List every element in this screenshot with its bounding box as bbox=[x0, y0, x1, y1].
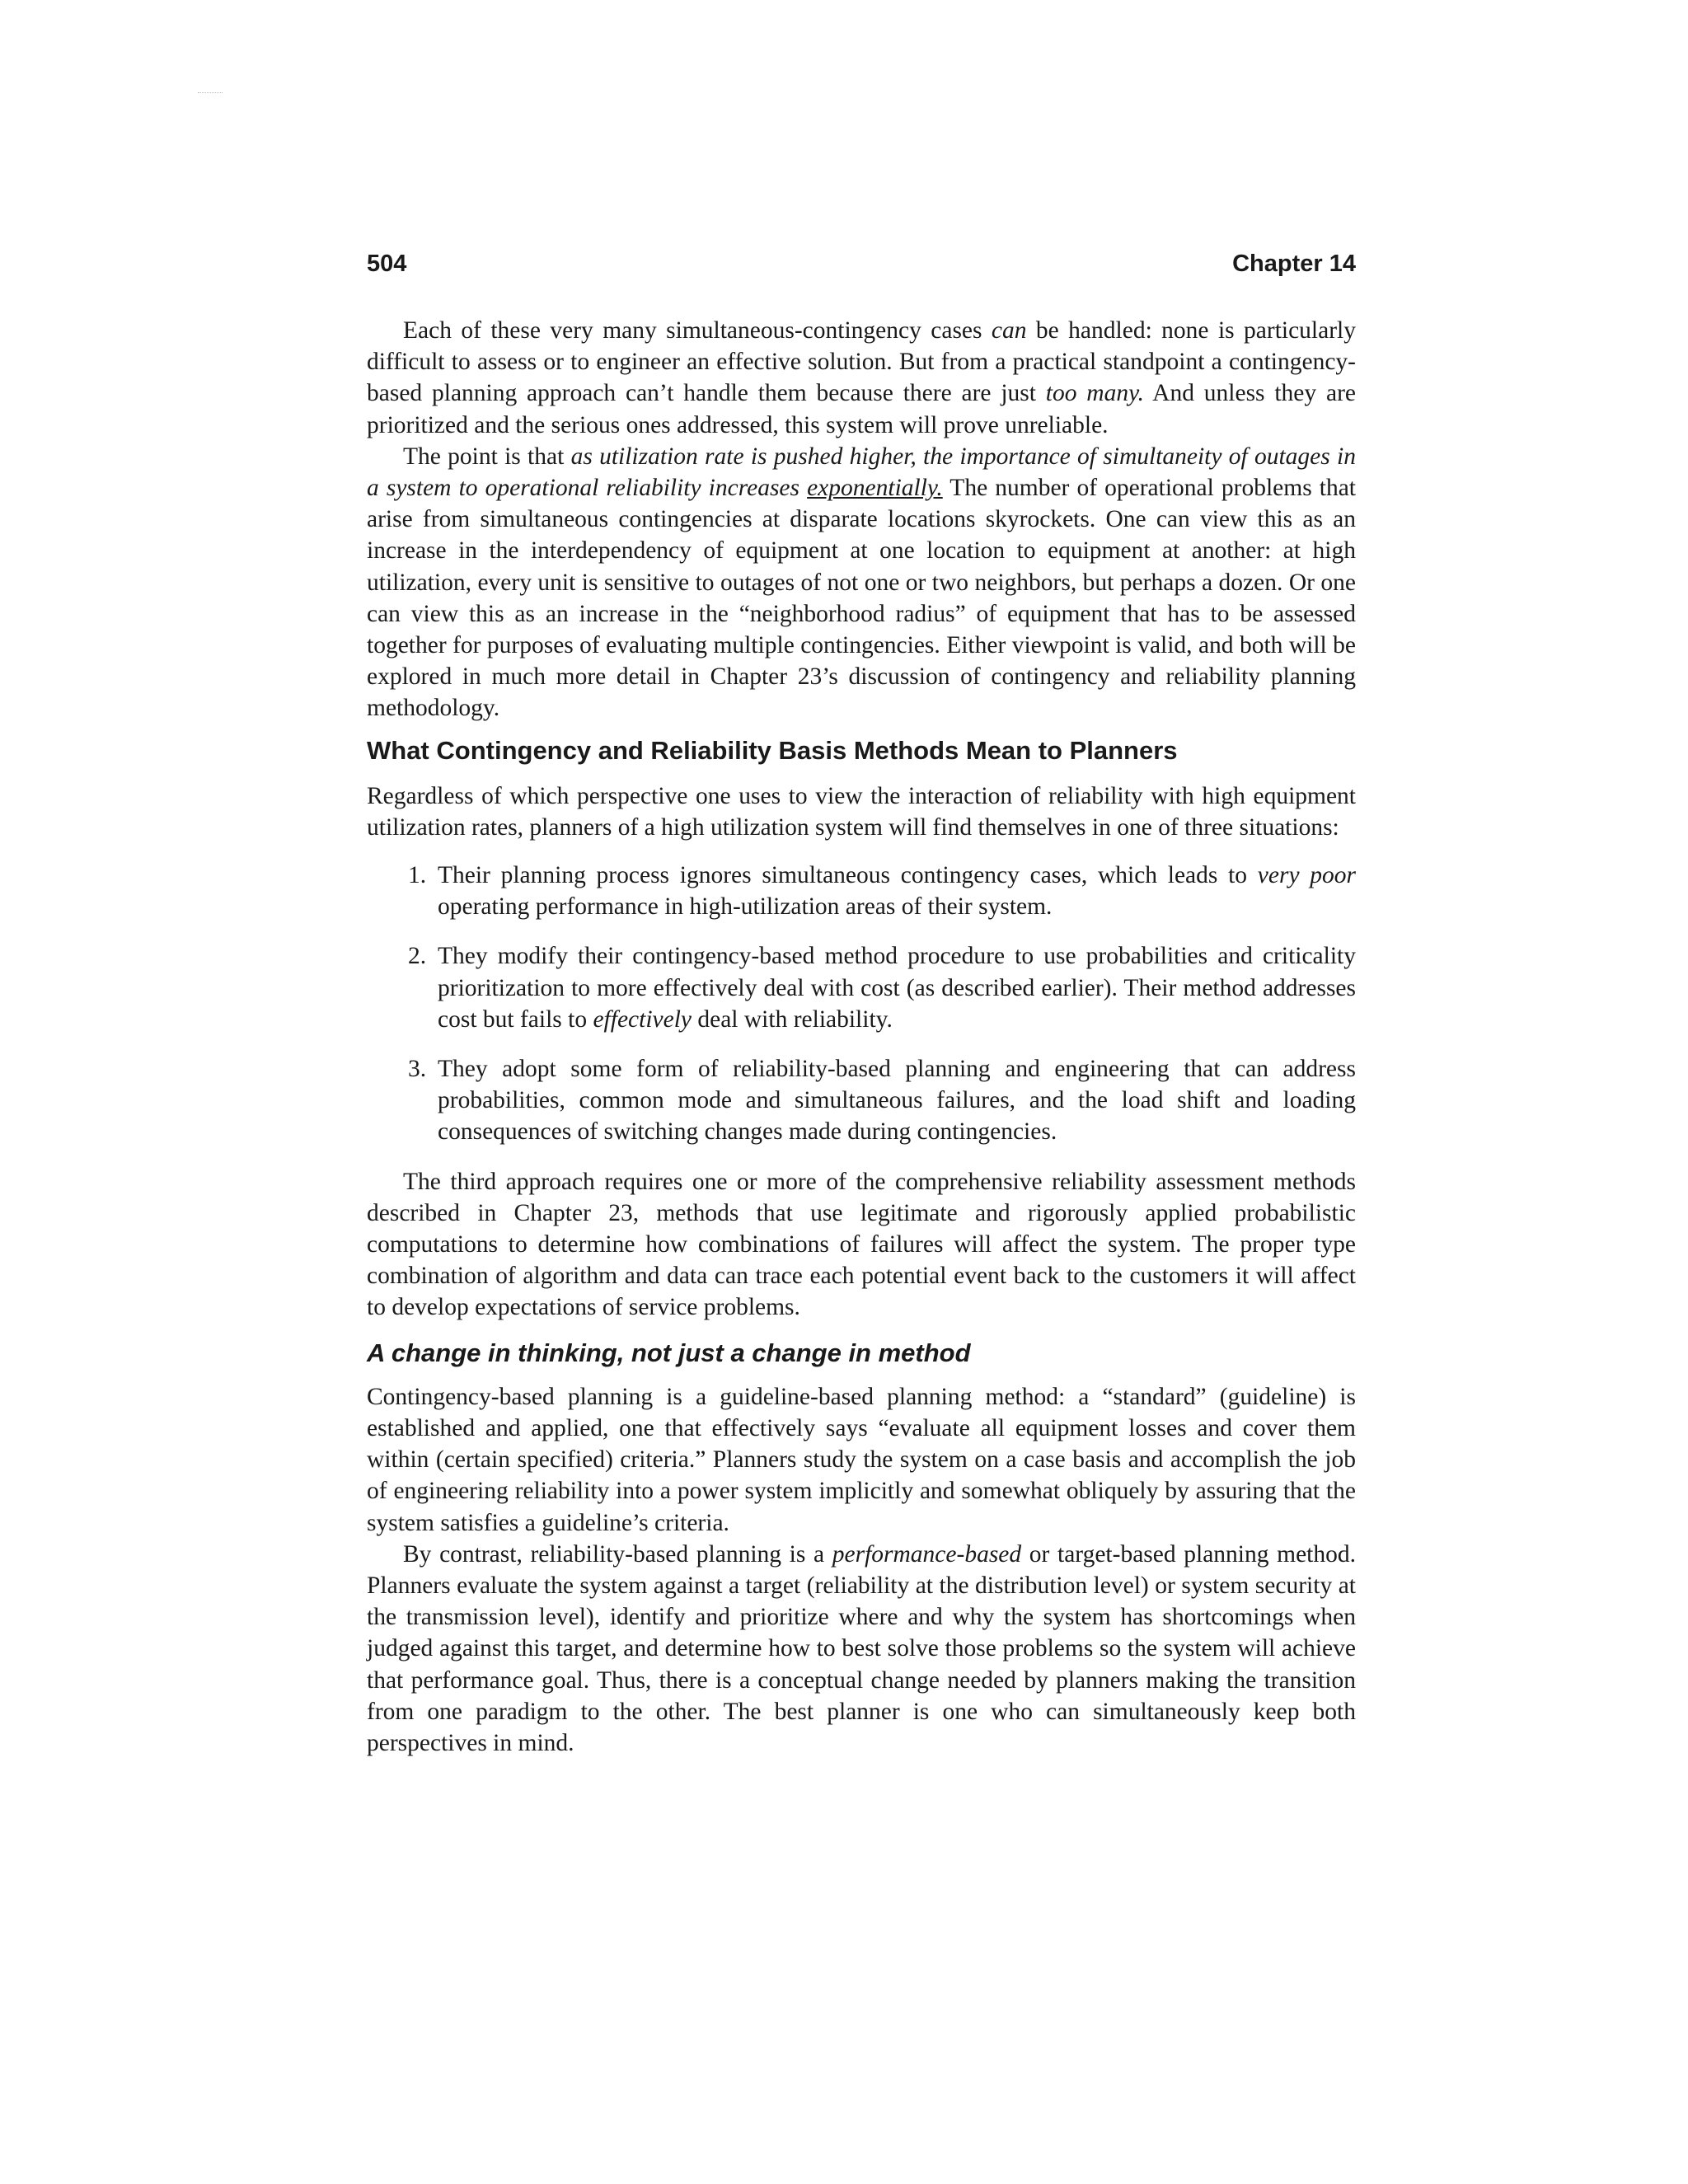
paragraph-third-approach: The third approach requires one or more of the comprehensive reliability assessment methods described in Chapter 23, methods that use legitimate and rigorously applied probabilistic computations to determine how combinations of failures will affect the system. The proper type combination of algorithm and data can trace each potential event back to the customers it will affect to develop expectations of service problems. bbox=[367, 1168, 1356, 1321]
scan-artifact-mark bbox=[198, 92, 223, 94]
text-span: deal with reliability. bbox=[692, 1005, 893, 1033]
paragraph-guideline-based: Contingency-based planning is a guideline-based planning method: a “standard” (guideline) is established and applied, one that effectively says “evaluate all equipment losses and cover them within (certain specified) criteria.” Planners study the system on a case basis and accomplish the job of engineering reliability into a power system implicitly and somewhat obliquely by assuring that the system satisfies a guideline’s criteria. bbox=[367, 1383, 1356, 1536]
page-number: 504 bbox=[367, 251, 407, 277]
paragraph-simultaneous-cases bbox=[367, 315, 1356, 441]
emphasis-exponentially: exponentially. bbox=[807, 475, 943, 502]
emphasis-can: can bbox=[991, 317, 1027, 344]
text-span: The number of operational problems that arise from simultaneous contingencies at disparate locations skyrockets. One can view this as an increase in the interdependency of equipment at one location to equipment at another: at high utilization, every unit is sensitive to outages of not one or two neighbors, but perhaps a dozen. Or one can view this as an increase in the “neighborhood radius” of equipment that has to be assessed together for purposes of evaluating multiple contingencies. Either viewpoint is valid, and both will be explored in much more detail in Chapter 23’s discussion of contingency and reliability planning methodology. bbox=[367, 475, 1356, 722]
paragraph-utilization-point bbox=[367, 441, 1356, 724]
list-item bbox=[367, 860, 1356, 922]
text-span: And unless they are prioritized and the serious ones addressed, this system will prove unreliable. bbox=[367, 380, 1356, 438]
emphasis-too-many: too many. bbox=[1045, 380, 1144, 407]
text-span: By contrast, reliability-based planning is a bbox=[403, 1540, 832, 1568]
list-item-number: 3. bbox=[408, 1056, 427, 1083]
paragraph-three-situations: Regardless of which perspective one uses to view the interaction of reliability with high equipment utilization rates, planners of a high utilization system will find themselves in one of three situations: bbox=[367, 782, 1356, 841]
text-span: The point is that bbox=[403, 443, 571, 470]
list-item-text bbox=[438, 860, 1356, 922]
text-span: or target-based planning method. Planners evaluate the system against a target (reliability at the distribution level) or system security at the transmission level), identify and prioritize where and why the system has shortcomings when judged against this target, and determine how to best solve those problems so the system will achieve that performance goal. Thus, there is a conceptual change needed by planners making the transition from one paradigm to the other. The best planner is one who can simultaneously keep both perspectives in mind. bbox=[367, 1540, 1357, 1756]
emphasis-key-statement: as utilization rate is pushed higher, the importance of simultaneity of outages in a system to operational reliability increases bbox=[367, 443, 1356, 502]
book-page bbox=[367, 247, 1356, 1759]
text-span: Their planning process ignores simultaneous contingency cases, which leads to bbox=[438, 862, 1258, 889]
situations-list bbox=[367, 860, 1356, 1148]
text-span: Each of these very many simultaneous-contingency cases bbox=[403, 317, 992, 344]
emphasis-very-poor: very poor bbox=[1257, 862, 1356, 889]
list-item-number: 2. bbox=[408, 943, 427, 970]
text-span: operating performance in high-utilization areas of their system. bbox=[438, 893, 1053, 921]
emphasis-performance-based: performance-based bbox=[832, 1540, 1022, 1568]
list-item-number: 1. bbox=[408, 862, 427, 889]
section-heading: What Contingency and Reliability Basis Methods Mean to Planners bbox=[367, 735, 1178, 765]
text-span: be handled: none is particularly difficult to assess or to engineer an effective solution. But from a practical standpoint a contingency-based planning approach can’t handle them because there are just bbox=[367, 317, 1356, 407]
list-item-text bbox=[438, 940, 1356, 1035]
text-span: They modify their contingency-based method procedure to use probabilities and criticality prioritization to more effectively deal with cost (as described earlier). Their method addresses cost but fails to bbox=[438, 943, 1356, 1033]
subsection-heading: A change in thinking, not just a change in method bbox=[367, 1338, 971, 1367]
list-item bbox=[367, 940, 1356, 1035]
paragraph-reliability-based bbox=[367, 1539, 1356, 1759]
page-body bbox=[367, 315, 1356, 1759]
running-head bbox=[367, 247, 1356, 280]
emphasis-effectively: effectively bbox=[593, 1005, 692, 1033]
list-item bbox=[367, 1053, 1356, 1148]
list-item-text: They adopt some form of reliability-based planning and engineering that can address probabilities, common mode and simultaneous failures, and the load shift and loading consequences of switching changes made during contingencies. bbox=[438, 1056, 1356, 1146]
chapter-label: Chapter 14 bbox=[1232, 251, 1356, 277]
